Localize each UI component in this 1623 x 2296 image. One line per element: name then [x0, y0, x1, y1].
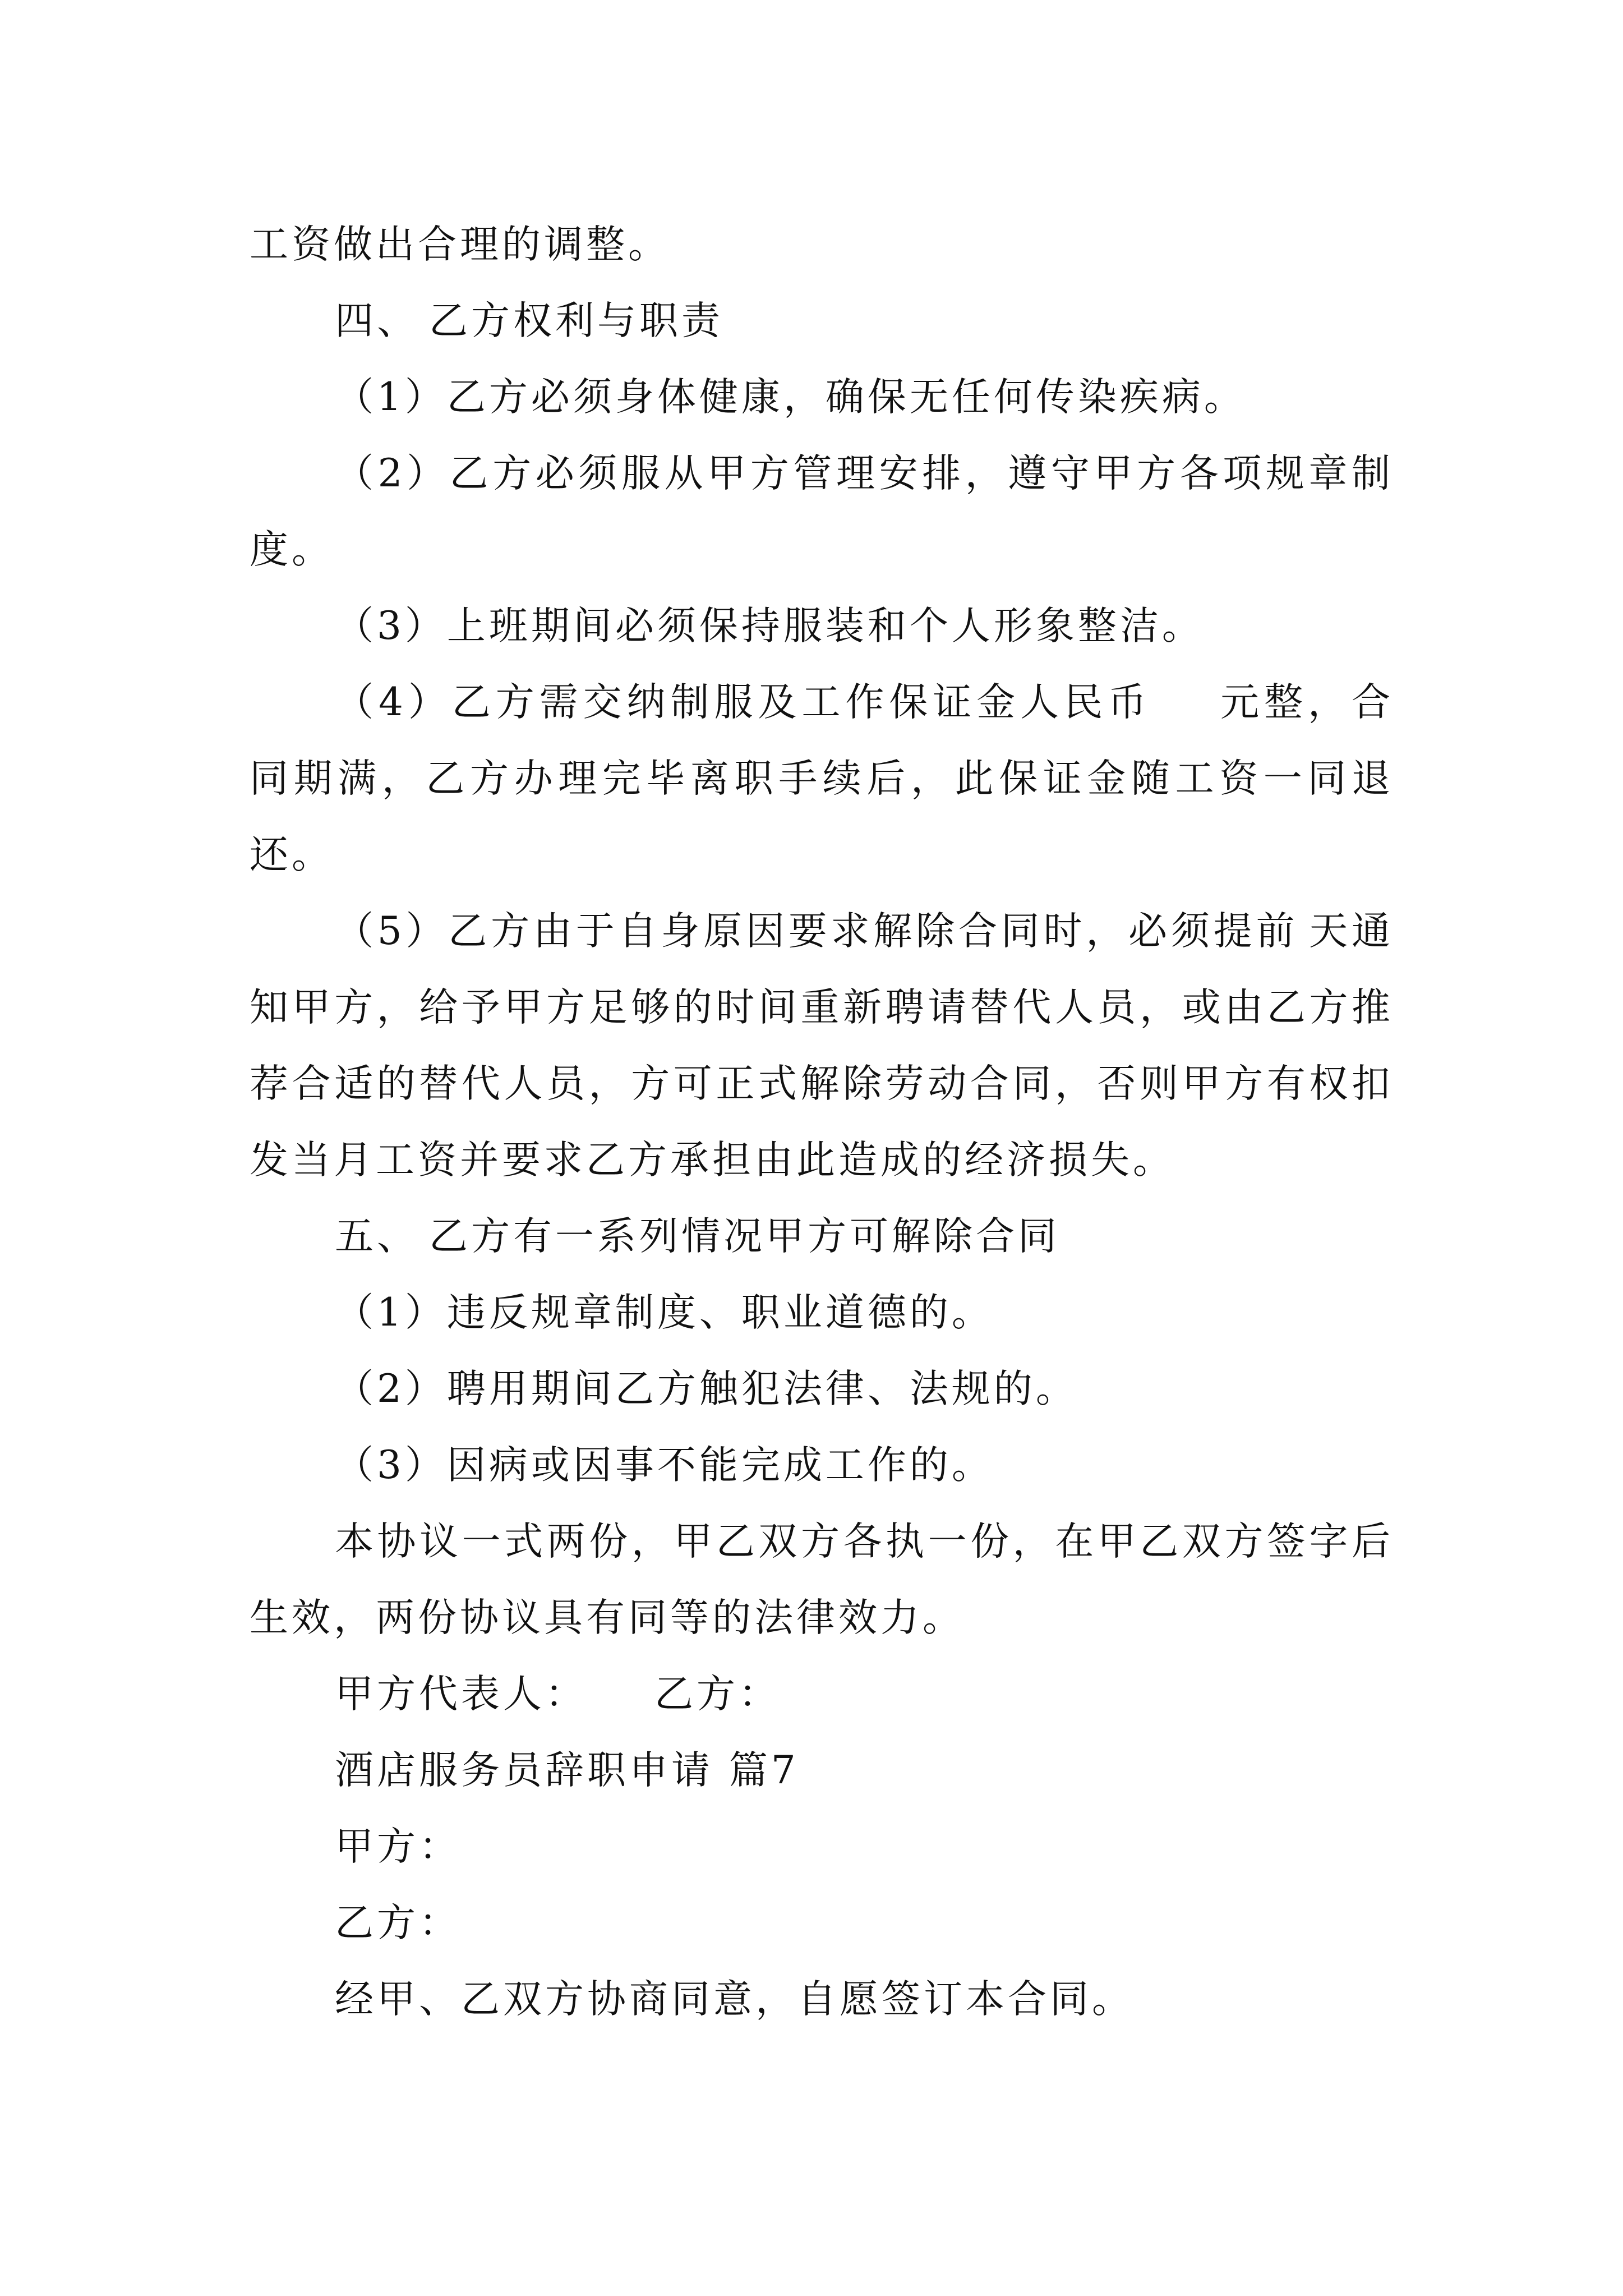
signature-line [250, 1656, 1394, 1732]
party-b-label: 乙方： [654, 1672, 781, 1717]
clause-deposit-part-b: 元整，合同期满，乙方办理完毕离职手续后，此保证金随工资一同退还。 [250, 680, 1394, 877]
clause-obey-management: （2）乙方必须服从甲方管理安排，遵守甲方各项规章制度。 [250, 451, 1394, 572]
clause-resignation-part-a: （5）乙方由于自身原因要求解除合同时，必须提前 [335, 909, 1299, 954]
clause-illness: （3）因病或因事不能完成工作的。 [335, 1443, 994, 1488]
clause-law-breach: （2）聘用期间乙方触犯法律、法规的。 [335, 1366, 1078, 1411]
document-body [250, 206, 1394, 2037]
heading-section-five [250, 1198, 1394, 1274]
document-heading-part-7: 酒店服务员辞职申请 篇7 [335, 1748, 799, 1793]
section-number: 四、 [335, 298, 419, 343]
party-a-representative-label: 甲方代表人： [335, 1672, 587, 1717]
clause-appearance: （3）上班期间必须保持服装和个人形象整洁。 [335, 604, 1204, 648]
clause-deposit-part-a: （4）乙方需交纳制服及工作保证金人民币 [335, 680, 1152, 725]
party-a-line: 甲方： [335, 1824, 461, 1869]
party-b-line: 乙方： [335, 1901, 461, 1945]
section-title: 乙方有一系列情况甲方可解除合同 [429, 1214, 1060, 1259]
paragraph-wage-adjustment: 工资做出合理的调整。 [250, 222, 670, 267]
section-number: 五、 [335, 1214, 419, 1259]
paragraph-agreement-copies: 本协议一式两份，甲乙双方各执一份，在甲乙双方签字后生效，两份协议具有同等的法律效力。 [250, 1519, 1394, 1640]
clause-resignation-part-b: 天通知甲方，给予甲方足够的时间重新聘请替代人员，或由乙方推荐合适的替代人员，方可正式解除劳动合同，否则甲方有权扣发当月工资并要求乙方承担由此造成的经济损失。 [250, 909, 1394, 1182]
heading-section-four [250, 283, 1394, 359]
clause-resignation-notice [250, 893, 1394, 1198]
clause-violation: （1）违反规章制度、职业道德的。 [335, 1290, 994, 1335]
clause-health: （1）乙方必须身体健康，确保无任何传染疾病。 [335, 375, 1246, 420]
section-title: 乙方权利与职责 [429, 298, 723, 343]
clause-deposit [250, 664, 1394, 893]
paragraph-mutual-consent: 经甲、乙双方协商同意，自愿签订本合同。 [335, 1977, 1134, 2022]
